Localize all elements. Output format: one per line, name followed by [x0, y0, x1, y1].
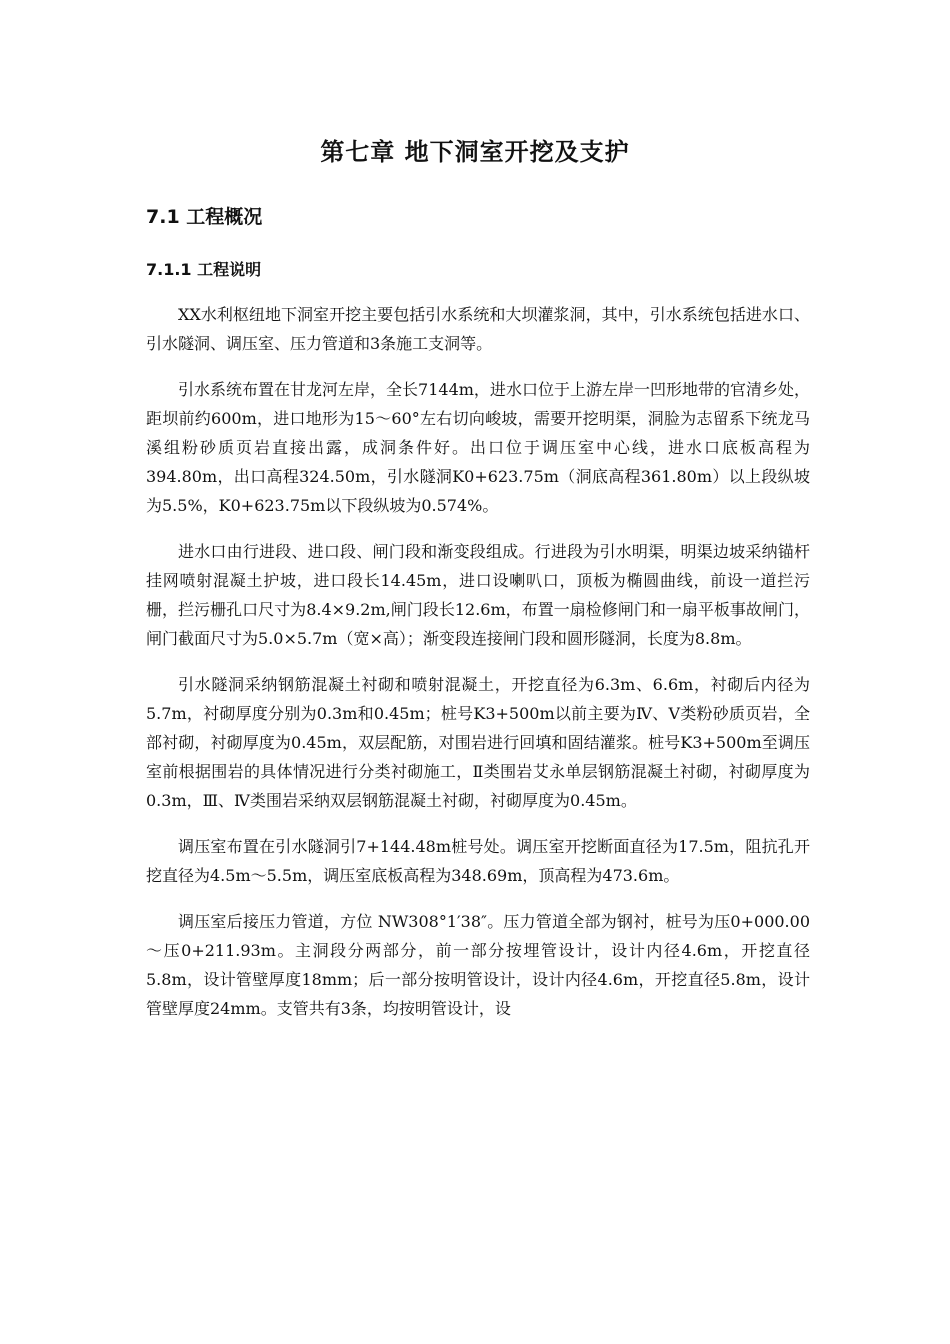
subsection-heading: 7.1.1 工程说明 — [146, 260, 262, 279]
section-heading: 7.1 工程概况 — [146, 206, 263, 228]
paragraph: 调压室后接压力管道，方位 NW308°1′38″。压力管道全部为钢衬，桩号为压0+000.00～压0+211.93m。主洞段分两部分，前一部分按埋管设计，设计内径4.6m，开挖直径5.8m，设计管壁厚度18mm；后一部分按明管设计，设计内径4.6m，开挖直径5.8m，设计管壁厚度24mm。支管共有3条，均按明管设计，设 — [146, 912, 810, 1018]
paragraph: 引水隧洞采纳钢筋混凝土衬砌和喷射混凝土，开挖直径为6.3m、6.6m，衬砌后内径为5.7m，衬砌厚度分别为0.3m和0.45m；桩号K3+500m以前主要为Ⅳ、Ⅴ类粉砂质页岩，全部衬砌，衬砌厚度为0.45m，双层配筋，对围岩进行回填和固结灌浆。桩号K3+500m至调压室前根据围岩的具体情况进行分类衬砌施工，Ⅱ类围岩艾永单层钢筋混凝土衬砌，衬砌厚度为0.3m，Ⅲ、Ⅳ类围岩采纳双层钢筋混凝土衬砌，衬砌厚度为0.45m。 — [146, 675, 810, 810]
paragraph: 进水口由行进段、进口段、闸门段和渐变段组成。行进段为引水明渠，明渠边坡采纳锚杆挂网喷射混凝土护坡，进口段长14.45m，进口设喇叭口，顶板为椭圆曲线，前设一道拦污栅，拦污栅孔口尺寸为8.4×9.2m,闸门段长12.6m，布置一扇检修闸门和一扇平板事故闸门，闸门截面尺寸为5.0×5.7m（宽×高）；渐变段连接闸门段和圆形隧洞，长度为8.8m。 — [146, 542, 810, 648]
paragraph: 引水系统布置在甘龙河左岸，全长7144m，进水口位于上游左岸一凹形地带的官清乡处，距坝前约600m，进口地形为15～60°左右切向峻坡，需要开挖明渠，洞脸为志留系下统龙马溪组粉砂质页岩直接出露，成洞条件好。出口位于调压室中心线，进水口底板高程为394.80m，出口高程324.50m，引水隧洞K0+623.75m（洞底高程361.80m）以上段纵坡为5.5%，K0+623.75m以下段纵坡为0.574%。 — [146, 380, 810, 515]
body-text — [146, 300, 810, 1023]
chapter-title: 第七章 地下洞室开挖及支护 — [320, 138, 630, 166]
paragraph: 调压室布置在引水隧洞引7+144.48m桩号处。调压室开挖断面直径为17.5m，阻抗孔开挖直径为4.5m～5.5m，调压室底板高程为348.69m，顶高程为473.6m。 — [146, 837, 810, 885]
paragraph: XX水利枢纽地下洞室开挖主要包括引水系统和大坝灌浆洞，其中，引水系统包括进水口、引水隧洞、调压室、压力管道和3条施工支洞等。 — [146, 305, 810, 353]
